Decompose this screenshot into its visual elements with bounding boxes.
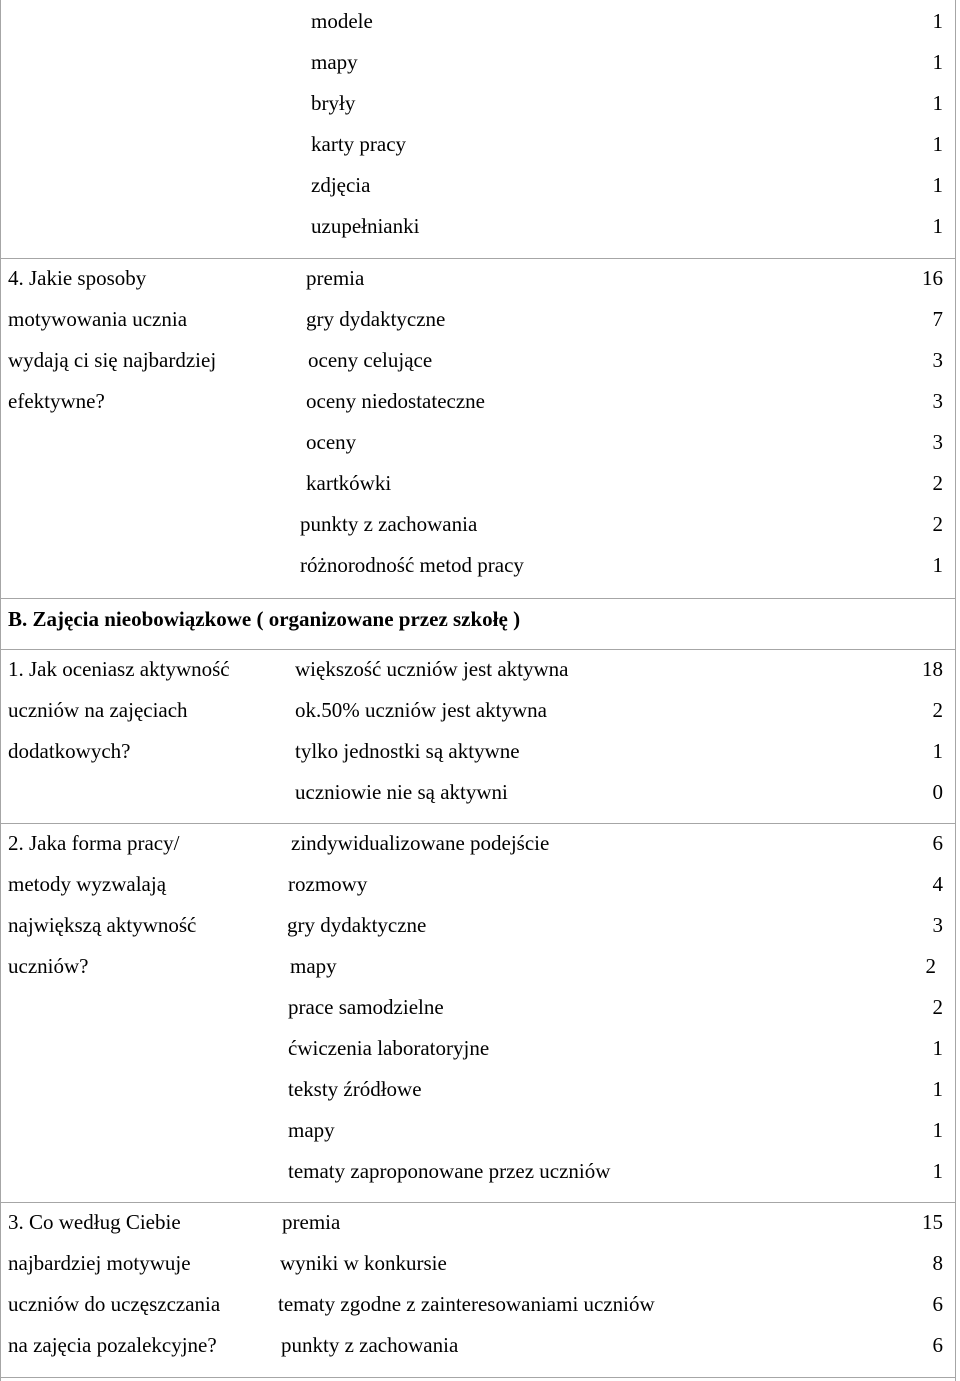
answer-count: 1 [932, 1077, 943, 1101]
question-text-line: 4. Jakie sposoby [8, 266, 147, 290]
answer-label: uczniowie nie są aktywni [295, 780, 508, 804]
answer-label: tylko jednostki są aktywne [295, 739, 520, 763]
answer-label: gry dydaktyczne [306, 307, 446, 331]
answer-label: wyniki w konkursie [280, 1251, 447, 1275]
answer-count: 3 [932, 389, 943, 413]
question-text-line: metody wyzwalają [8, 872, 167, 896]
question-text-line: uczniów do uczęszczania [8, 1292, 221, 1316]
answer-label: oceny celujące [308, 348, 433, 372]
answer-label: premia [282, 1210, 341, 1234]
answer-label: modele [311, 9, 373, 33]
table-border-bottom [0, 1377, 956, 1378]
answer-count: 0 [932, 780, 943, 804]
row-divider-b1 [0, 649, 956, 650]
answer-count: 2 [932, 698, 943, 722]
question-text-line: uczniów? [8, 954, 89, 978]
answer-count: 1 [932, 1159, 943, 1183]
question-text-line: 3. Co według Ciebie [8, 1210, 181, 1234]
answer-count: 1 [932, 1036, 943, 1060]
answer-count: 2 [932, 512, 943, 536]
question-text-line: motywowania ucznia [8, 307, 188, 331]
answer-label: większość uczniów jest aktywna [295, 657, 569, 681]
question-text-line: dodatkowych? [8, 739, 131, 763]
answer-label: różnorodność metod pracy [300, 553, 524, 577]
answer-label: tematy zaproponowane przez uczniów [288, 1159, 611, 1183]
question-text-line: efektywne? [8, 389, 105, 413]
answer-count: 3 [932, 348, 943, 372]
answer-count: 2 [932, 995, 943, 1019]
answer-count: 1 [932, 739, 943, 763]
answer-label: mapy [311, 50, 358, 74]
answer-label: prace samodzielne [288, 995, 444, 1019]
answer-count: 1 [932, 1118, 943, 1142]
answer-count: 6 [932, 1292, 943, 1316]
question-text-line: wydają ci się najbardziej [8, 348, 217, 372]
answer-count: 1 [932, 173, 943, 197]
answer-label: punkty z zachowania [300, 512, 478, 536]
answer-label: oceny niedostateczne [306, 389, 485, 413]
answer-label: tematy zgodne z zainteresowaniami uczniów [278, 1292, 655, 1316]
answer-count: 6 [932, 1333, 943, 1357]
table-border-left [0, 0, 1, 1381]
question-text-line: 2. Jaka forma pracy/ [8, 831, 180, 855]
row-divider-b2 [0, 823, 956, 824]
answer-label: mapy [290, 954, 337, 978]
answer-count: 1 [932, 50, 943, 74]
answer-label: zdjęcia [311, 173, 371, 197]
answer-count: 2 [932, 471, 943, 495]
answer-count: 1 [932, 214, 943, 238]
answer-label: karty pracy [311, 132, 407, 156]
answer-count: 16 [922, 266, 943, 290]
answer-label: ćwiczenia laboratoryjne [288, 1036, 490, 1060]
table-border-right [955, 0, 956, 1381]
answer-label: oceny [306, 430, 357, 454]
question-text-line: najbardziej motywuje [8, 1251, 191, 1275]
answer-label: mapy [288, 1118, 335, 1142]
question-text-line: 1. Jak oceniasz aktywność [8, 657, 230, 681]
answer-count: 7 [932, 307, 943, 331]
answer-count: 4 [932, 872, 943, 896]
answer-count: 1 [932, 132, 943, 156]
answer-label: bryły [311, 91, 356, 115]
answer-label: rozmowy [288, 872, 368, 896]
question-text-line: największą aktywność [8, 913, 197, 937]
answer-label: gry dydaktyczne [287, 913, 427, 937]
answer-count: 18 [922, 657, 943, 681]
answer-count: 3 [932, 430, 943, 454]
answer-count: 1 [932, 91, 943, 115]
answer-label: ok.50% uczniów jest aktywna [295, 698, 547, 722]
answer-count: 6 [932, 831, 943, 855]
answer-label: teksty źródłowe [288, 1077, 422, 1101]
answer-count: 2 [925, 954, 936, 978]
answer-label: zindywidualizowane podejście [291, 831, 550, 855]
answer-count: 15 [922, 1210, 943, 1234]
question-text-line: na zajęcia pozalekcyjne? [8, 1333, 217, 1357]
answer-label: punkty z zachowania [281, 1333, 459, 1357]
answer-label: kartkówki [306, 471, 392, 495]
answer-label: premia [306, 266, 365, 290]
answer-count: 1 [932, 9, 943, 33]
answer-count: 3 [932, 913, 943, 937]
question-text-line: uczniów na zajęciach [8, 698, 188, 722]
answer-count: 1 [932, 553, 943, 577]
section-heading: B. Zajęcia nieobowiązkowe ( organizowane przez szkołę ) [8, 607, 521, 631]
row-divider-q4 [0, 258, 956, 259]
row-divider-section-b [0, 598, 956, 599]
row-divider-b3 [0, 1202, 956, 1203]
answer-count: 8 [932, 1251, 943, 1275]
answer-label: uzupełnianki [311, 214, 420, 238]
